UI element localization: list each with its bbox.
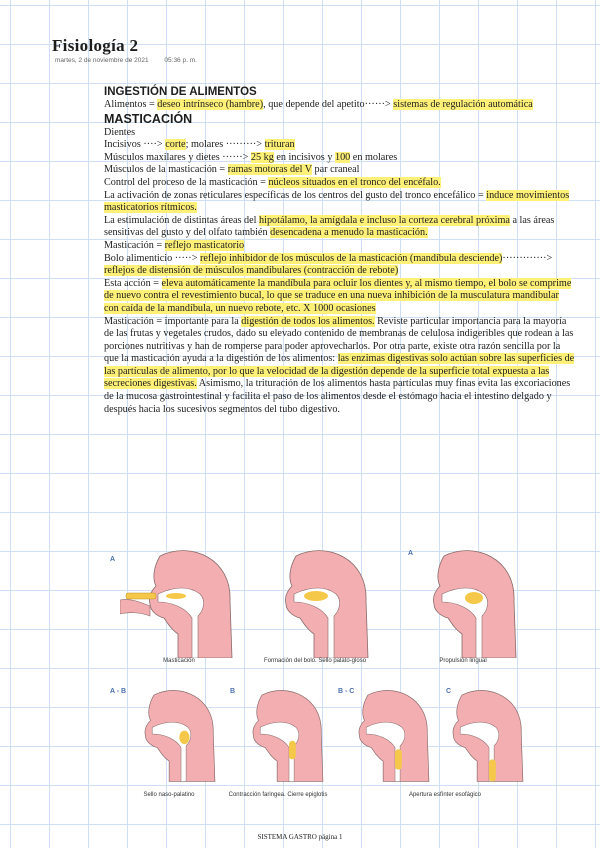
page-date: [55, 57, 197, 64]
head-illustration: [228, 684, 328, 784]
line-musculos: Músculos maxilares y dietes ······> 25 kg en incisivos y 100 en molares: [104, 151, 398, 163]
panel-propulsion: [404, 546, 522, 658]
panel-5-label: Contracción faringea. Cierre epiglotis: [228, 792, 328, 798]
panel-6-letter: B - C: [338, 688, 355, 695]
panel-masticacion: [120, 546, 238, 658]
panel-7-letter: C: [446, 688, 452, 695]
panel-3-letter: A: [408, 550, 414, 557]
swallowing-figure: [108, 546, 528, 806]
heading-ingestion: INGESTIÓN DE ALIMENTOS: [104, 86, 257, 98]
panel-7-label: Apertura esfínter esofágico: [408, 792, 482, 798]
panel-4-label: Sello naso-palatino: [143, 792, 195, 798]
page-footer: SISTEMA GASTRO página 1: [257, 833, 343, 841]
panel-1-letter: A: [110, 556, 116, 563]
heading-masticacion: MASTICACIÓN: [104, 111, 193, 126]
panel-sello-naso: [120, 684, 220, 784]
head-illustration: [404, 546, 522, 658]
line-dientes: Dientes: [104, 126, 136, 138]
panel-formacion-bolo: [256, 546, 374, 658]
panel-5-letter: B: [230, 688, 236, 695]
panel-2-label: Formación del bolo. Sello palato-gloso: [263, 658, 367, 664]
page-title: Fisiología 2: [52, 36, 139, 55]
line-musculos-masticacion: Músculos de la masticación = ramas motoras del V par craneal: [104, 164, 360, 176]
panel-4-letter: A - B: [110, 688, 127, 695]
head-illustration: [256, 546, 374, 658]
head-illustration: [120, 546, 238, 658]
line-alimentos: Alimentos = deseo intrínseco (hambre), que depende del apetito······> sistemas de regulación automática: [104, 99, 533, 110]
date-text: martes, 2 de noviembre de 2021: [55, 57, 149, 64]
time-text: 05:36 p. m.: [164, 57, 197, 64]
line-activacion: La activación de zonas reticulares específicas de los centros del gusto del tronco encefálico = induce movimientos masticatorios rítmicos.: [104, 189, 570, 214]
note-content: [104, 85, 576, 416]
line-importante: Masticación = importante para la digestión de todos los alimentos. Reviste particular importancia para la mayoría de las frutas y vegetales crudos, dado su elevado contenido de membranas de celulosa indigeribles que rodean a las porciones nutritivas y han de romperse para poder aprovecharlos. Por otra parte, existe otra razón sencilla por la que la masticación ayuda a la digestión de los alimentos: las enzimas digestivas solo actúan sobre las superficies de las partículas de alimento, por lo que la velocidad de la digestión depende de la superficie total expuesta a las secreciones digestivas. Asimismo, la trituración de los alimentos hasta partículas muy finas evita las excoriaciones de la mucosa gastrointestinal y facilita el paso de los alimentos desde el estómago hacia el intestino delgado y después hacia los sucesivos segmentos del tubo digestivo.: [104, 315, 575, 415]
line-bolo: Bolo alimenticio ·····> reflejo inhibidor de los músculos de la masticación (mandíbula desciende)·············> reflejos de distensión de músculos mandibulares (contracción de rebote): [104, 252, 553, 277]
line-estimulacion: La estimulación de distintas áreas del hipotálamo, la amígdala e incluso la corteza cerebral próxima a las áreas sensitivas del gusto y del olfato también desencadena a menudo la masticación.: [104, 214, 555, 239]
panel-bc: [334, 684, 434, 784]
panel-contraccion: [228, 684, 328, 784]
line-control: Control del proceso de la masticación = núcleos situados en el tronco del encéfalo.: [104, 176, 441, 188]
panel-3-label: Propulsión lingual: [439, 658, 487, 664]
head-illustration: [120, 684, 220, 784]
head-illustration: [334, 684, 434, 784]
line-esta-accion: Esta acción = eleva automáticamente la mandíbula para ocluir los dientes y, al mismo tiempo, el bolo se comprime de nuevo contra el revestimiento bucal, lo que se traduce en una nueva inhibición de la musculatura mandibular con caída de la mandíbula, un nuevo rebote, etc. X 1000 ocasiones: [104, 277, 572, 314]
line-reflejo: Masticación = reflejo masticatorio: [104, 239, 245, 251]
panel-apertura: [428, 684, 528, 784]
panel-1-label: Masticación: [163, 658, 195, 664]
head-illustration: [428, 684, 528, 784]
line-incisivos: Incisivos ····> corte; molares ·········> trituran: [104, 139, 295, 151]
